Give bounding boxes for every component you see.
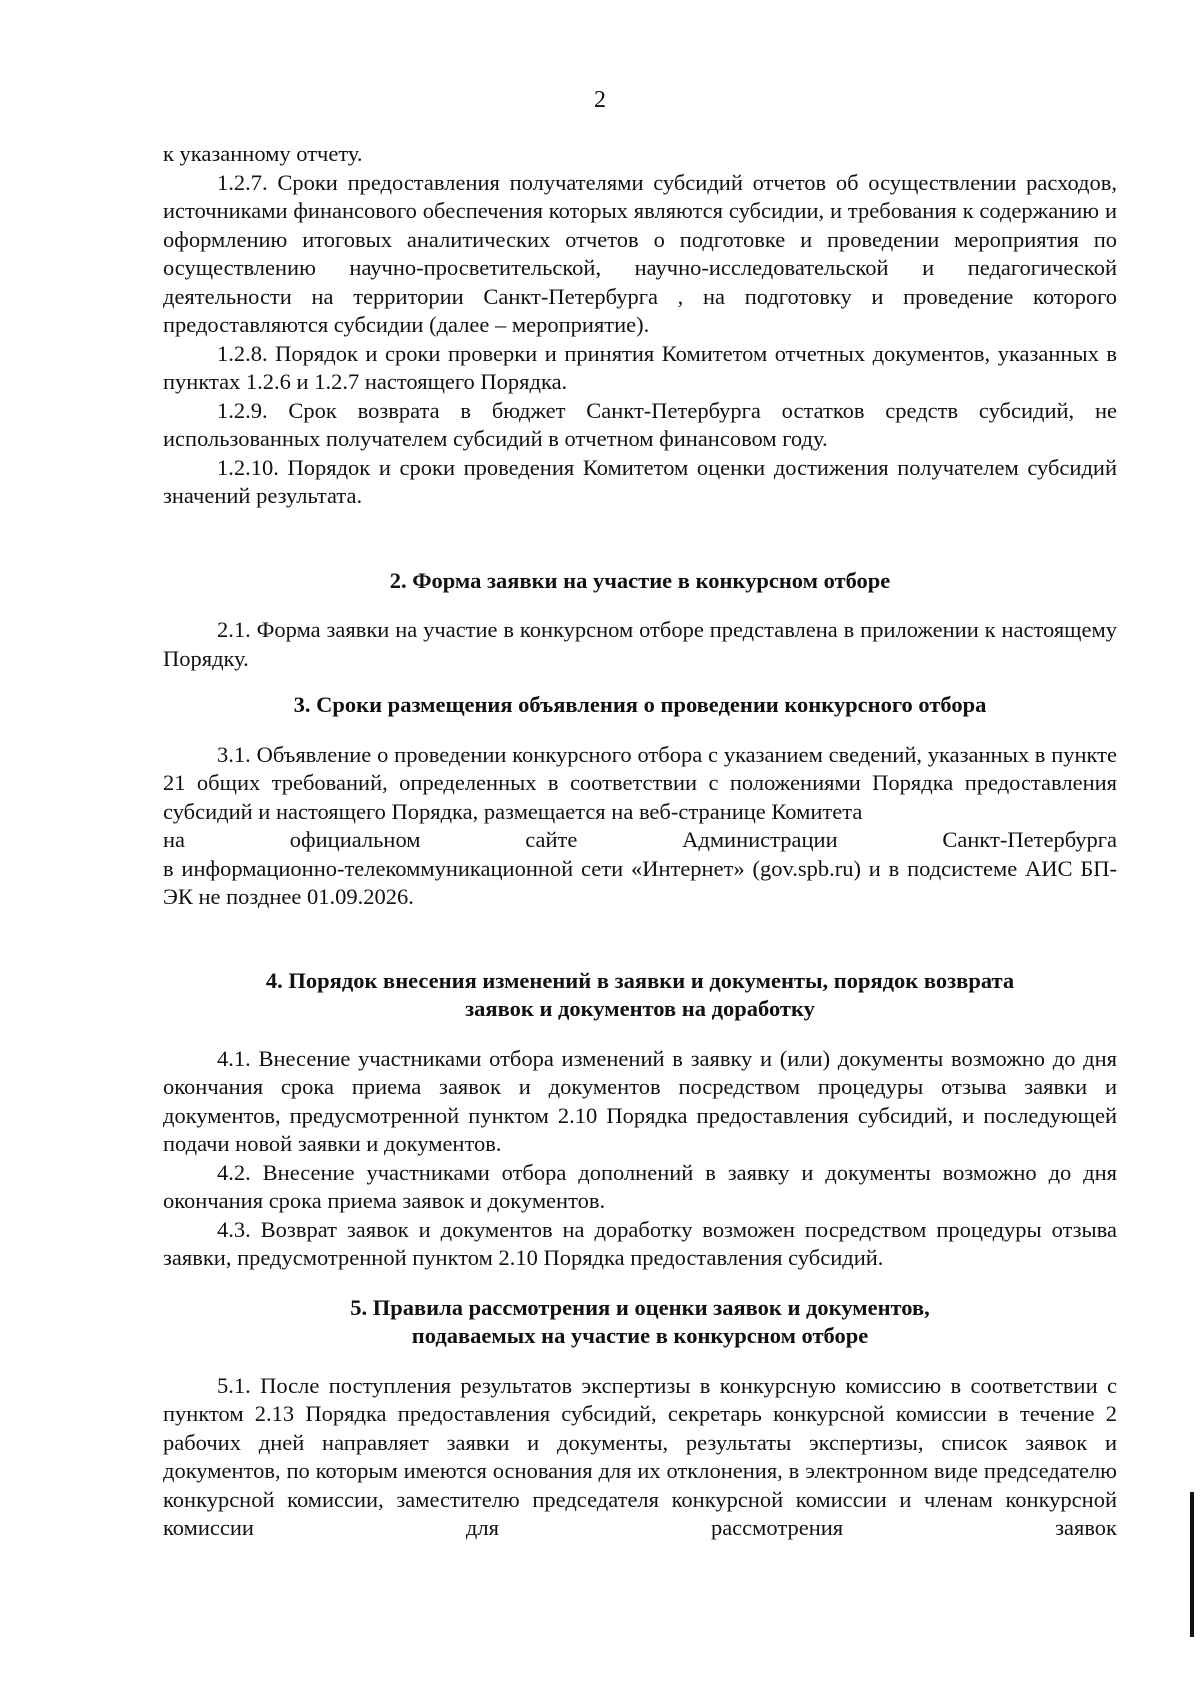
section-5-heading-line1: 5. Правила рассмотрения и оценки заявок и документов, bbox=[350, 1294, 930, 1320]
section-5-heading-line2: подаваемых на участие в конкурсном отборе bbox=[411, 1323, 869, 1348]
paragraph-5-1: 5.1. После поступления результатов экспертизы в конкурсную комиссию в соответствии с пунктом 2.13 Порядка предоставления субсидий, секретарь конкурсной комиссии в течение 2 рабочих дней направляет заявки и документы, результаты экспертизы, список заявок и документов, по которым имеются основания для их отклонения, в электронном виде председателю конкурсной комиссии, заместителю председателя конкурсной комиссии и членам конкурсной комиссии для рассмотрения заявок bbox=[163, 1372, 1117, 1540]
paragraph-1-2-7: 1.2.7. Сроки предоставления получателями субсидий отчетов об осуществлении расходов, источниками финансового обеспечения которых являются субсидии, и требования к содержанию и оформлению итоговых аналитических отчетов о подготовке и проведении мероприятия по осуществлению научно-просветительской, научно-исследовательской и педагогической деятельности на территории Санкт-Петербурга , на подготовку и проведение которого предоставляются субсидии (далее – мероприятие). bbox=[163, 169, 1117, 337]
paragraph-4-1: 4.1. Внесение участниками отбора изменений в заявку и (или) документы возможно до дня окончания срока приема заявок и документов посредством процедуры отзыва заявки и документов, предусмотренной пунктом 2.10 Порядка предоставления субсидий, и последующей подачи новой заявки и документов. bbox=[163, 1045, 1117, 1156]
document-body bbox=[163, 140, 1117, 1543]
paragraph-3-1-network: в информационно-телекоммуникационной сети «Интернет» (gov.spb.ru) и в подсистеме АИС БП-ЭК не позднее 01.09.2026. bbox=[163, 855, 1117, 909]
section-4-heading-line1: 4. Порядок внесения изменений в заявки и документы, порядок возврата bbox=[265, 967, 1015, 993]
paragraph-continuation: к указанному отчету. bbox=[163, 141, 363, 166]
paragraph-3-1: 3.1. Объявление о проведении конкурсного отбора с указанием сведений, указанных в пункте 21 общих требований, определенных в соответствии с положениями Порядка предоставления субсидий и настоящего Порядка, размещается на веб-странице Комитета bbox=[163, 741, 1117, 824]
paragraph-1-2-9: 1.2.9. Срок возврата в бюджет Санкт-Петербурга остатков средств субсидий, не использованных получателем субсидий в отчетном финансовом году. bbox=[163, 397, 1117, 451]
page-number: 2 bbox=[594, 87, 606, 113]
paragraph-3-1-site: на официальном сайте Администрации Санкт-Петербурга bbox=[163, 827, 1117, 852]
paragraph-1-2-10: 1.2.10. Порядок и сроки проведения Комитетом оценки достижения получателем субсидий значений результата. bbox=[163, 454, 1117, 508]
section-2-heading: 2. Форма заявки на участие в конкурсном отборе bbox=[389, 567, 891, 593]
paragraph-1-2-8: 1.2.8. Порядок и сроки проверки и принятия Комитетом отчетных документов, указанных в пунктах 1.2.6 и 1.2.7 настоящего Порядка. bbox=[163, 340, 1117, 394]
section-3-heading: 3. Сроки размещения объявления о проведении конкурсного отбора bbox=[293, 692, 987, 717]
paragraph-4-2: 4.2. Внесение участниками отбора дополнений в заявку и документы возможно до дня окончания срока приема заявок и документов. bbox=[163, 1159, 1117, 1213]
paragraph-4-3: 4.3. Возврат заявок и документов на доработку возможен посредством процедуры отзыва заявки, предусмотренной пунктом 2.10 Порядка предоставления субсидий. bbox=[163, 1216, 1117, 1270]
scan-edge-mark bbox=[1190, 1492, 1194, 1637]
section-4-heading-line2: заявок и документов на доработку bbox=[465, 996, 815, 1021]
paragraph-2-1: 2.1. Форма заявки на участие в конкурсном отборе представлена в приложении к настоящему Порядку. bbox=[163, 617, 1117, 671]
